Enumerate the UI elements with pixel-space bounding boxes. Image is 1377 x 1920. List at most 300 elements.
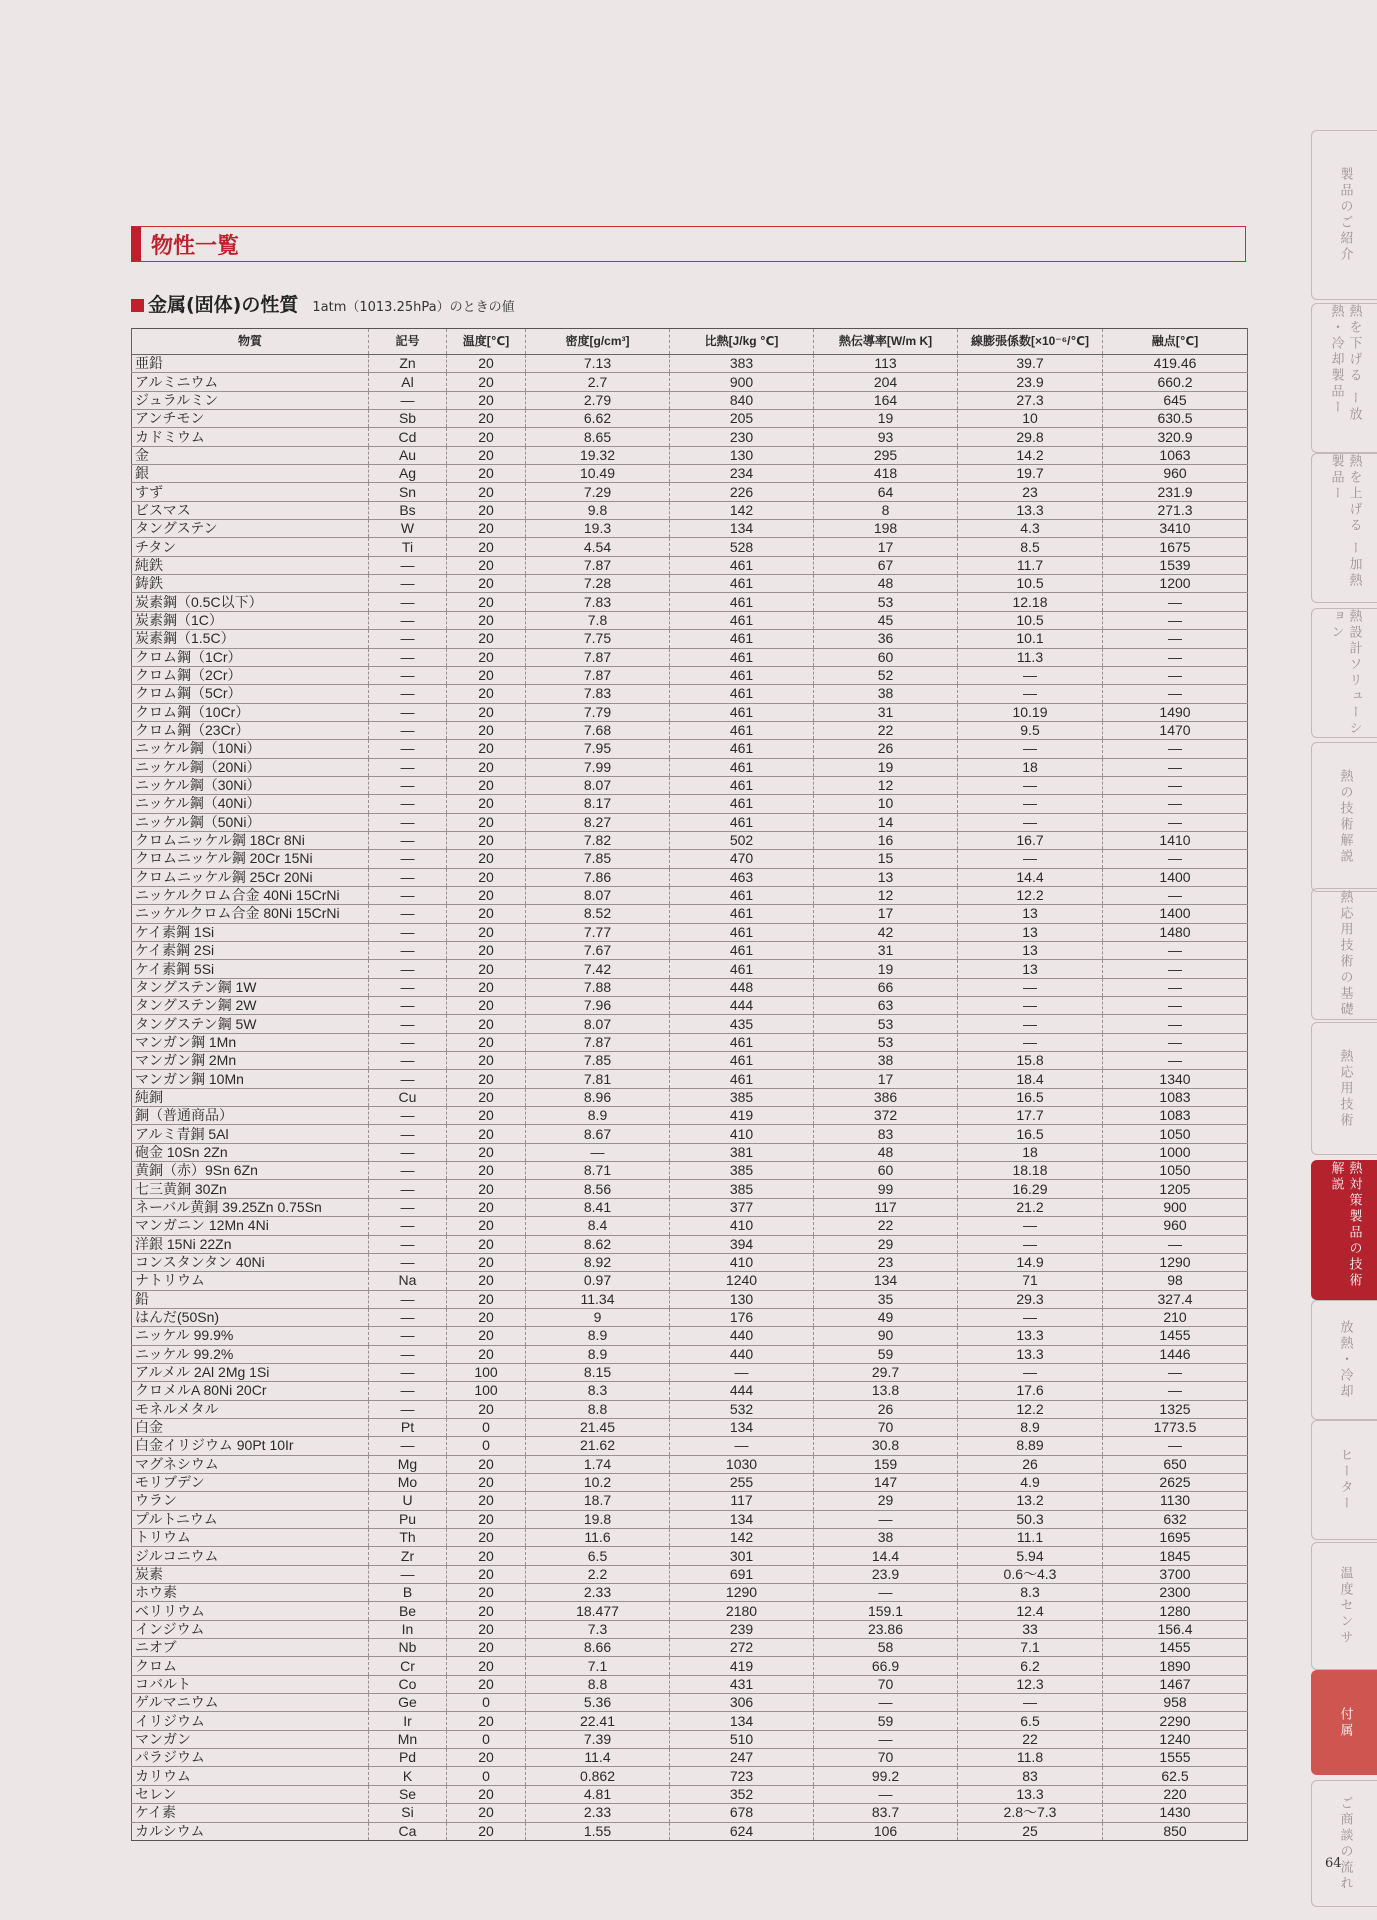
value-cell: Au — [369, 446, 447, 464]
table-row — [132, 1107, 1248, 1125]
table-row — [132, 1675, 1248, 1693]
value-cell: 12 — [814, 886, 958, 904]
table-row — [132, 483, 1248, 501]
substance-cell: ニオブ — [132, 1639, 369, 1657]
value-cell: — — [369, 1198, 447, 1216]
value-cell: — — [1103, 1363, 1248, 1381]
value-cell: 1490 — [1103, 703, 1248, 721]
index-tab[interactable] — [1311, 1780, 1377, 1907]
value-cell: — — [369, 391, 447, 409]
value-cell: — — [369, 685, 447, 703]
index-tab-label: 付属 — [1337, 1706, 1353, 1739]
substance-cell: クロム鋼（2Cr） — [132, 666, 369, 684]
value-cell: — — [1103, 1033, 1248, 1051]
value-cell: 49 — [814, 1308, 958, 1326]
table-row — [132, 1657, 1248, 1675]
value-cell: 18 — [958, 758, 1103, 776]
value-cell: 205 — [670, 410, 814, 428]
index-tab[interactable] — [1311, 1300, 1377, 1420]
value-cell: — — [1103, 1382, 1248, 1400]
index-tab[interactable] — [1311, 888, 1377, 1020]
value-cell: — — [958, 813, 1103, 831]
value-cell: 117 — [814, 1198, 958, 1216]
substance-cell: ケイ素鋼 5Si — [132, 960, 369, 978]
value-cell: 0 — [447, 1437, 526, 1455]
value-cell: 7.39 — [526, 1730, 670, 1748]
value-cell: 448 — [670, 978, 814, 996]
value-cell: — — [369, 776, 447, 794]
substance-cell: 七三黄銅 30Zn — [132, 1180, 369, 1198]
value-cell: 6.2 — [958, 1657, 1103, 1675]
substance-cell: トリウム — [132, 1529, 369, 1547]
table-row — [132, 776, 1248, 794]
value-cell: 1455 — [1103, 1639, 1248, 1657]
substance-cell: クロメルA 80Ni 20Cr — [132, 1382, 369, 1400]
value-cell: 10.5 — [958, 575, 1103, 593]
value-cell: — — [1103, 960, 1248, 978]
substance-cell: プルトニウム — [132, 1510, 369, 1528]
substance-cell: モリブデン — [132, 1473, 369, 1491]
value-cell: 14 — [814, 813, 958, 831]
value-cell: — — [369, 1345, 447, 1363]
value-cell: 2180 — [670, 1602, 814, 1620]
section-title: 物性一覧 — [151, 233, 240, 259]
column-header: 記号 — [369, 329, 447, 355]
value-cell: 210 — [1103, 1308, 1248, 1326]
table-row — [132, 886, 1248, 904]
value-cell: 20 — [447, 997, 526, 1015]
table-row — [132, 1712, 1248, 1730]
value-cell: 100 — [447, 1382, 526, 1400]
value-cell: — — [958, 978, 1103, 996]
substance-cell: ニッケル鋼（50Ni） — [132, 813, 369, 831]
value-cell: — — [369, 1400, 447, 1418]
value-cell: 461 — [670, 923, 814, 941]
substance-cell: ビスマス — [132, 501, 369, 519]
value-cell: 20 — [447, 1565, 526, 1583]
value-cell: 20 — [447, 373, 526, 391]
value-cell: — — [814, 1510, 958, 1528]
value-cell: 352 — [670, 1785, 814, 1803]
value-cell: 461 — [670, 685, 814, 703]
value-cell: 19.7 — [958, 465, 1103, 483]
value-cell: 12.3 — [958, 1675, 1103, 1693]
value-cell: 33 — [958, 1620, 1103, 1638]
value-cell: 48 — [814, 1143, 958, 1161]
table-row — [132, 630, 1248, 648]
value-cell: Zn — [369, 355, 447, 373]
value-cell: 11.6 — [526, 1529, 670, 1547]
substance-cell: ジュラルミン — [132, 391, 369, 409]
table-row — [132, 1198, 1248, 1216]
table-row — [132, 355, 1248, 373]
value-cell: — — [814, 1694, 958, 1712]
value-cell: — — [1103, 648, 1248, 666]
value-cell: 461 — [670, 905, 814, 923]
value-cell: 10.2 — [526, 1473, 670, 1491]
value-cell: 20 — [447, 1547, 526, 1565]
value-cell: 444 — [670, 997, 814, 1015]
substance-cell: タングステン — [132, 520, 369, 538]
value-cell: 8.3 — [958, 1584, 1103, 1602]
value-cell: 13.3 — [958, 1785, 1103, 1803]
value-cell: 7.85 — [526, 850, 670, 868]
table-row — [132, 556, 1248, 574]
value-cell: 29 — [814, 1235, 958, 1253]
value-cell: 23.9 — [814, 1565, 958, 1583]
value-cell: 510 — [670, 1730, 814, 1748]
substance-cell: 白金 — [132, 1418, 369, 1436]
value-cell: — — [369, 886, 447, 904]
value-cell: — — [1103, 1235, 1248, 1253]
value-cell: — — [369, 1052, 447, 1070]
value-cell: 461 — [670, 1070, 814, 1088]
index-tab[interactable] — [1311, 1542, 1377, 1670]
column-header: 線膨張係数[×10⁻⁶/℃] — [958, 329, 1103, 355]
table-row — [132, 1473, 1248, 1491]
value-cell: 20 — [447, 1749, 526, 1767]
value-cell: — — [369, 703, 447, 721]
value-cell: 26 — [958, 1455, 1103, 1473]
index-tab-label: 熱を下げる ー放熱・冷却製品ー — [1328, 304, 1362, 424]
value-cell: 20 — [447, 776, 526, 794]
value-cell: 1695 — [1103, 1529, 1248, 1547]
value-cell: — — [369, 960, 447, 978]
table-row — [132, 942, 1248, 960]
table-row — [132, 1070, 1248, 1088]
table-row — [132, 1345, 1248, 1363]
value-cell: 20 — [447, 721, 526, 739]
index-tab[interactable] — [1311, 1022, 1377, 1155]
value-cell: — — [369, 1125, 447, 1143]
value-cell: 6.5 — [958, 1712, 1103, 1730]
value-cell: — — [814, 1785, 958, 1803]
value-cell: 10.19 — [958, 703, 1103, 721]
value-cell: 11.8 — [958, 1749, 1103, 1767]
index-tab[interactable] — [1311, 130, 1377, 300]
substance-cell: ネーバル黄銅 39.25Zn 0.75Sn — [132, 1198, 369, 1216]
index-tab[interactable] — [1311, 1670, 1377, 1775]
table-row — [132, 850, 1248, 868]
value-cell: 461 — [670, 611, 814, 629]
value-cell: 7.13 — [526, 355, 670, 373]
value-cell: 14.4 — [814, 1547, 958, 1565]
index-tab-label: 製品のご紹介 — [1337, 167, 1353, 263]
table-row — [132, 1785, 1248, 1803]
value-cell: 16 — [814, 831, 958, 849]
value-cell: 71 — [958, 1272, 1103, 1290]
index-tab[interactable] — [1311, 303, 1377, 453]
value-cell: B — [369, 1584, 447, 1602]
index-tab[interactable] — [1311, 608, 1377, 738]
value-cell: Nb — [369, 1639, 447, 1657]
table-row — [132, 538, 1248, 556]
table-row — [132, 1455, 1248, 1473]
value-cell: — — [369, 648, 447, 666]
value-cell: 271.3 — [1103, 501, 1248, 519]
table-row — [132, 1033, 1248, 1051]
value-cell: — — [369, 1235, 447, 1253]
value-cell: 1325 — [1103, 1400, 1248, 1418]
value-cell: 2.2 — [526, 1565, 670, 1583]
value-cell: 7.86 — [526, 868, 670, 886]
value-cell: 13.3 — [958, 1327, 1103, 1345]
substance-cell: 銀 — [132, 465, 369, 483]
value-cell: 11.3 — [958, 648, 1103, 666]
value-cell: 18.18 — [958, 1162, 1103, 1180]
substance-cell: マンガン鋼 2Mn — [132, 1052, 369, 1070]
value-cell: 7.67 — [526, 942, 670, 960]
value-cell: Pd — [369, 1749, 447, 1767]
substance-cell: コバルト — [132, 1675, 369, 1693]
table-row — [132, 1217, 1248, 1235]
value-cell: 1455 — [1103, 1327, 1248, 1345]
substance-cell: 炭素鋼（1.5C） — [132, 630, 369, 648]
value-cell: 18.7 — [526, 1492, 670, 1510]
substance-cell: アルメル 2Al 2Mg 1Si — [132, 1363, 369, 1381]
substance-cell: マグネシウム — [132, 1455, 369, 1473]
value-cell: 14.2 — [958, 446, 1103, 464]
value-cell: 8.8 — [526, 1400, 670, 1418]
value-cell: 8.71 — [526, 1162, 670, 1180]
value-cell: 60 — [814, 648, 958, 666]
value-cell: 66.9 — [814, 1657, 958, 1675]
value-cell: 8.9 — [958, 1418, 1103, 1436]
value-cell: 59 — [814, 1345, 958, 1363]
value-cell: 90 — [814, 1327, 958, 1345]
value-cell: 20 — [447, 868, 526, 886]
value-cell: 19.8 — [526, 1510, 670, 1528]
value-cell: 461 — [670, 776, 814, 794]
value-cell: 2290 — [1103, 1712, 1248, 1730]
value-cell: 29 — [814, 1492, 958, 1510]
table-row — [132, 1437, 1248, 1455]
value-cell: 1030 — [670, 1455, 814, 1473]
value-cell: 8.56 — [526, 1180, 670, 1198]
value-cell: 38 — [814, 1052, 958, 1070]
value-cell: 691 — [670, 1565, 814, 1583]
value-cell: Ge — [369, 1694, 447, 1712]
index-tab[interactable] — [1311, 1420, 1377, 1540]
value-cell: 7.28 — [526, 575, 670, 593]
value-cell: 2.79 — [526, 391, 670, 409]
value-cell: Cu — [369, 1088, 447, 1106]
value-cell: 13 — [958, 942, 1103, 960]
value-cell: 20 — [447, 1455, 526, 1473]
column-header: 熱伝導率[W/m K] — [814, 329, 958, 355]
value-cell: 20 — [447, 483, 526, 501]
value-cell: 16.7 — [958, 831, 1103, 849]
value-cell: 461 — [670, 740, 814, 758]
value-cell: 461 — [670, 630, 814, 648]
value-cell: 13 — [958, 960, 1103, 978]
value-cell: 7.77 — [526, 923, 670, 941]
value-cell: 29.7 — [814, 1363, 958, 1381]
value-cell: 23.9 — [958, 373, 1103, 391]
page-number: 64 — [1325, 1856, 1342, 1871]
value-cell: — — [369, 1327, 447, 1345]
value-cell: Pu — [369, 1510, 447, 1528]
substance-cell: カドミウム — [132, 428, 369, 446]
value-cell: 8.4 — [526, 1217, 670, 1235]
value-cell: 1280 — [1103, 1602, 1248, 1620]
value-cell: 394 — [670, 1235, 814, 1253]
table-row — [132, 1143, 1248, 1161]
square-bullet-icon — [131, 299, 144, 312]
table-row — [132, 1547, 1248, 1565]
value-cell: — — [670, 1437, 814, 1455]
value-cell: 29.3 — [958, 1290, 1103, 1308]
value-cell: — — [1103, 850, 1248, 868]
value-cell: Sb — [369, 410, 447, 428]
value-cell: 13.3 — [958, 501, 1103, 519]
table-row — [132, 1822, 1248, 1840]
value-cell: 1446 — [1103, 1345, 1248, 1363]
table-row — [132, 428, 1248, 446]
value-cell: 470 — [670, 850, 814, 868]
value-cell: 7.29 — [526, 483, 670, 501]
value-cell: 20 — [447, 611, 526, 629]
value-cell: 2300 — [1103, 1584, 1248, 1602]
table-row — [132, 923, 1248, 941]
table-row — [132, 1088, 1248, 1106]
value-cell: — — [670, 1363, 814, 1381]
value-cell: 22 — [814, 721, 958, 739]
value-cell: 19.3 — [526, 520, 670, 538]
value-cell: 2.33 — [526, 1804, 670, 1822]
value-cell: Mg — [369, 1455, 447, 1473]
value-cell: — — [958, 1308, 1103, 1326]
table-row — [132, 1418, 1248, 1436]
value-cell: Cd — [369, 428, 447, 446]
table-row — [132, 575, 1248, 593]
value-cell: — — [369, 1033, 447, 1051]
value-cell: 25 — [958, 1822, 1103, 1840]
value-cell: 461 — [670, 1033, 814, 1051]
value-cell: 21.62 — [526, 1437, 670, 1455]
value-cell: 7.42 — [526, 960, 670, 978]
value-cell: 2625 — [1103, 1473, 1248, 1491]
substance-cell: クロムニッケル鋼 20Cr 15Ni — [132, 850, 369, 868]
value-cell: 0 — [447, 1694, 526, 1712]
index-tab[interactable] — [1311, 453, 1377, 603]
substance-cell: ニッケル鋼（40Ni） — [132, 795, 369, 813]
value-cell: 20 — [447, 831, 526, 849]
value-cell: 239 — [670, 1620, 814, 1638]
value-cell: 93 — [814, 428, 958, 446]
value-cell: — — [369, 1253, 447, 1271]
index-tab[interactable] — [1311, 1160, 1377, 1300]
value-cell: 419.46 — [1103, 355, 1248, 373]
value-cell: 440 — [670, 1345, 814, 1363]
value-cell: 19.32 — [526, 446, 670, 464]
value-cell: Ir — [369, 1712, 447, 1730]
value-cell: 134 — [670, 1418, 814, 1436]
value-cell: 306 — [670, 1694, 814, 1712]
value-cell: — — [1103, 942, 1248, 960]
value-cell: 7.95 — [526, 740, 670, 758]
value-cell: 64 — [814, 483, 958, 501]
value-cell: 2.33 — [526, 1584, 670, 1602]
value-cell: Th — [369, 1529, 447, 1547]
value-cell: 134 — [670, 1712, 814, 1730]
value-cell: — — [369, 611, 447, 629]
value-cell: 2.8～7.3 — [958, 1804, 1103, 1822]
metal-properties-table — [131, 328, 1248, 1841]
value-cell: 320.9 — [1103, 428, 1248, 446]
value-cell: 461 — [670, 575, 814, 593]
table-row — [132, 960, 1248, 978]
value-cell: — — [369, 1107, 447, 1125]
substance-cell: クロム鋼（10Cr） — [132, 703, 369, 721]
value-cell: 17.7 — [958, 1107, 1103, 1125]
table-row — [132, 831, 1248, 849]
value-cell: 3700 — [1103, 1565, 1248, 1583]
substance-cell: マンガニン 12Mn 4Ni — [132, 1217, 369, 1235]
value-cell: 20 — [447, 1217, 526, 1235]
value-cell: — — [369, 942, 447, 960]
substance-cell: クロムニッケル鋼 18Cr 8Ni — [132, 831, 369, 849]
value-cell: 8.52 — [526, 905, 670, 923]
value-cell: 7.81 — [526, 1070, 670, 1088]
value-cell: 1.74 — [526, 1455, 670, 1473]
column-header: 温度[℃] — [447, 329, 526, 355]
substance-cell: ニッケルクロム合金 40Ni 15CrNi — [132, 886, 369, 904]
value-cell: 900 — [670, 373, 814, 391]
table-row — [132, 813, 1248, 831]
substance-cell: 鋳鉄 — [132, 575, 369, 593]
value-cell: 20 — [447, 575, 526, 593]
table-row — [132, 1529, 1248, 1547]
substance-cell: 鉛 — [132, 1290, 369, 1308]
value-cell: — — [369, 1162, 447, 1180]
table-row — [132, 868, 1248, 886]
value-cell: 20 — [447, 1180, 526, 1198]
value-cell: 13.3 — [958, 1345, 1103, 1363]
value-cell: — — [369, 1217, 447, 1235]
table-row — [132, 501, 1248, 519]
value-cell: 20 — [447, 1125, 526, 1143]
value-cell: Sn — [369, 483, 447, 501]
substance-cell: アルミニウム — [132, 373, 369, 391]
value-cell: 14.4 — [958, 868, 1103, 886]
value-cell: 1290 — [1103, 1253, 1248, 1271]
value-cell: 23 — [958, 483, 1103, 501]
value-cell: 20 — [447, 1529, 526, 1547]
value-cell: 20 — [447, 630, 526, 648]
table-row — [132, 1180, 1248, 1198]
value-cell: 7.82 — [526, 831, 670, 849]
value-cell: 377 — [670, 1198, 814, 1216]
table-row — [132, 520, 1248, 538]
substance-cell: イリジウム — [132, 1712, 369, 1730]
table-row — [132, 1639, 1248, 1657]
index-tab[interactable] — [1311, 742, 1377, 892]
value-cell: 83.7 — [814, 1804, 958, 1822]
substance-cell: ケイ素鋼 2Si — [132, 942, 369, 960]
value-cell: 255 — [670, 1473, 814, 1491]
value-cell: 502 — [670, 831, 814, 849]
value-cell: — — [1103, 611, 1248, 629]
value-cell: 461 — [670, 556, 814, 574]
value-cell: 20 — [447, 538, 526, 556]
value-cell: 20 — [447, 1308, 526, 1326]
value-cell: 159.1 — [814, 1602, 958, 1620]
substance-cell: 純銅 — [132, 1088, 369, 1106]
value-cell: 13 — [814, 868, 958, 886]
value-cell: 678 — [670, 1804, 814, 1822]
value-cell: 8.41 — [526, 1198, 670, 1216]
